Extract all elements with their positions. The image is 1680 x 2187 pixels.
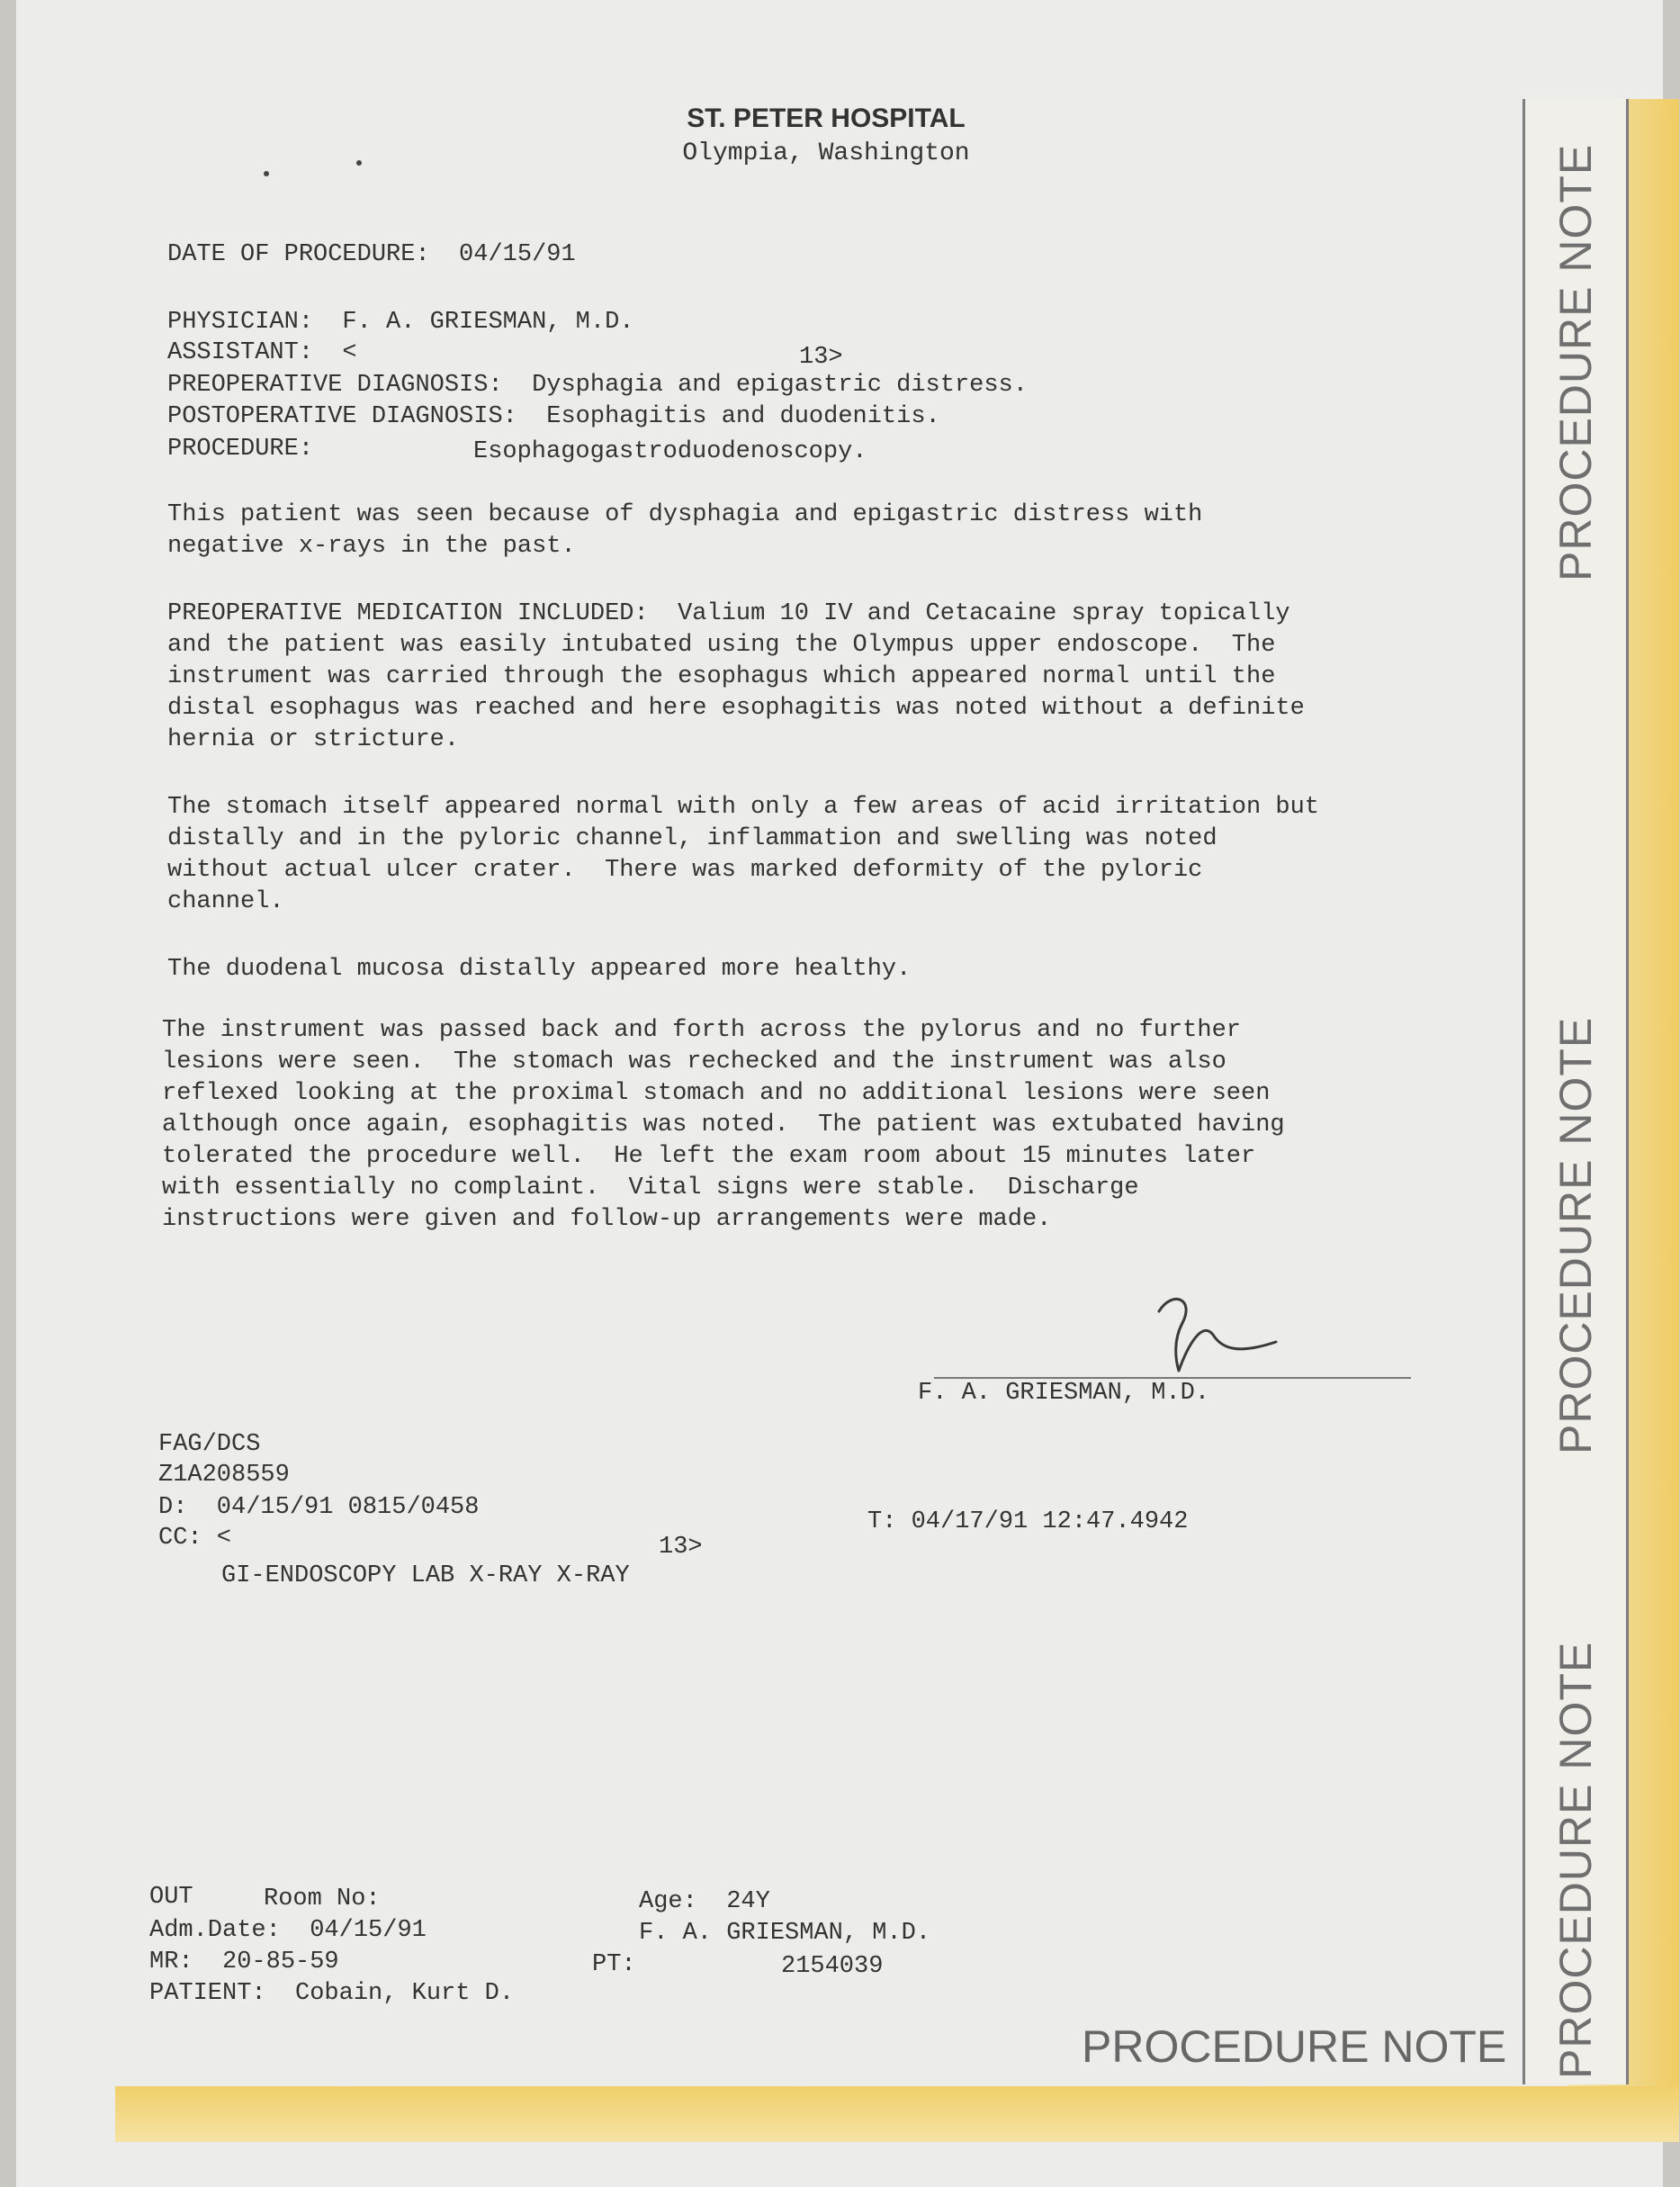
cc-label: CC: < (158, 1525, 232, 1552)
procedure-label: PROCEDURE: (167, 436, 314, 463)
document-page (16, 0, 1663, 2187)
procedure-note-band (1523, 99, 1629, 2084)
date-of-procedure: DATE OF PROCEDURE: 04/15/91 (167, 241, 576, 268)
yellow-edge-bottom (115, 2086, 1679, 2142)
assistant-label: ASSISTANT: < (167, 339, 357, 366)
paragraph-stomach: The stomach itself appeared normal with only a few areas of acid irritation but distally and in the pyloric channel, inflammation and swelling was noted without actual ulcer crater. There was marked deformity of the pyloric channel. (167, 794, 1320, 915)
side-label-top: PROCEDURE NOTE (1550, 143, 1601, 581)
patient-status: OUT (149, 1884, 193, 1911)
assistant-close: 13> (799, 344, 843, 371)
document-id: Z1A208559 (158, 1462, 290, 1489)
speck-mark (264, 171, 269, 176)
signature-name: F. A. GRIESMAN, M.D. (918, 1380, 1210, 1407)
procedure-value: Esophagogastroduodenoscopy. (473, 438, 867, 465)
admission-date: Adm.Date: 04/15/91 (149, 1917, 427, 1944)
paragraph-duodenum: The duodenal mucosa distally appeared more healthy. (167, 956, 912, 983)
preoperative-diagnosis: PREOPERATIVE DIAGNOSIS: Dysphagia and epigastric distress. (167, 372, 1028, 399)
physician-line: PHYSICIAN: F. A. GRIESMAN, M.D. (167, 309, 634, 336)
attending-physician: F. A. GRIESMAN, M.D. (639, 1920, 931, 1947)
medical-record-number: MR: 20-85-59 (149, 1948, 339, 1976)
cc-close: 13> (659, 1534, 703, 1561)
signature-line (934, 1377, 1411, 1379)
hospital-name: ST. PETER HOSPITAL (687, 104, 966, 133)
patient-name: PATIENT: Cobain, Kurt D. (149, 1980, 515, 2007)
dictated-date: D: 04/15/91 0815/0458 (158, 1494, 480, 1521)
postoperative-diagnosis: POSTOPERATIVE DIAGNOSIS: Esophagitis and duodenitis. (167, 403, 940, 430)
transcription-initials: FAG/DCS (158, 1431, 261, 1458)
procedure-note-footer: PROCEDURE NOTE (1082, 2021, 1507, 2072)
handwritten-signature (1123, 1282, 1303, 1382)
pt-label: PT: (592, 1951, 636, 1978)
transcribed-date: T: 04/17/91 12:47.4942 (867, 1508, 1189, 1535)
pt-number: 2154039 (781, 1953, 884, 1980)
paragraph-medication: PREOPERATIVE MEDICATION INCLUDED: Valium 10 IV and Cetacaine spray topically and the patient was easily intubated using the Olympus upper endoscope. The instrument was carried through the esophagus which appeared normal until the distal esophagus was reached and here esophagitis was noted without a definite hernia or stricture. (167, 600, 1305, 753)
cc-recipients: GI-ENDOSCOPY LAB X-RAY X-RAY (221, 1562, 630, 1589)
hospital-location: Olympia, Washington (682, 140, 970, 167)
paragraph-indication: This patient was seen because of dysphagia and epigastric distress with negative x-rays in the past. (167, 501, 1203, 560)
side-label-middle: PROCEDURE NOTE (1550, 1016, 1601, 1454)
speck-mark (356, 160, 362, 166)
room-number: Room No: (264, 1886, 381, 1912)
side-label-bottom: PROCEDURE NOTE (1550, 1641, 1601, 2079)
paragraph-conclusion: The instrument was passed back and forth across the pylorus and no further lesions were seen. The stomach was rechecked and the instrument was also reflexed looking at the proximal stomach and no additional lesions were seen although once again, esophagitis was noted. The patient was extubated having tolerated the procedure well. He left the exam room about 15 minutes later with essentially no complaint. Vital signs were stable. Discharge instructions were given and follow-up arrangements were made. (162, 1017, 1285, 1233)
patient-age: Age: 24Y (639, 1888, 770, 1915)
